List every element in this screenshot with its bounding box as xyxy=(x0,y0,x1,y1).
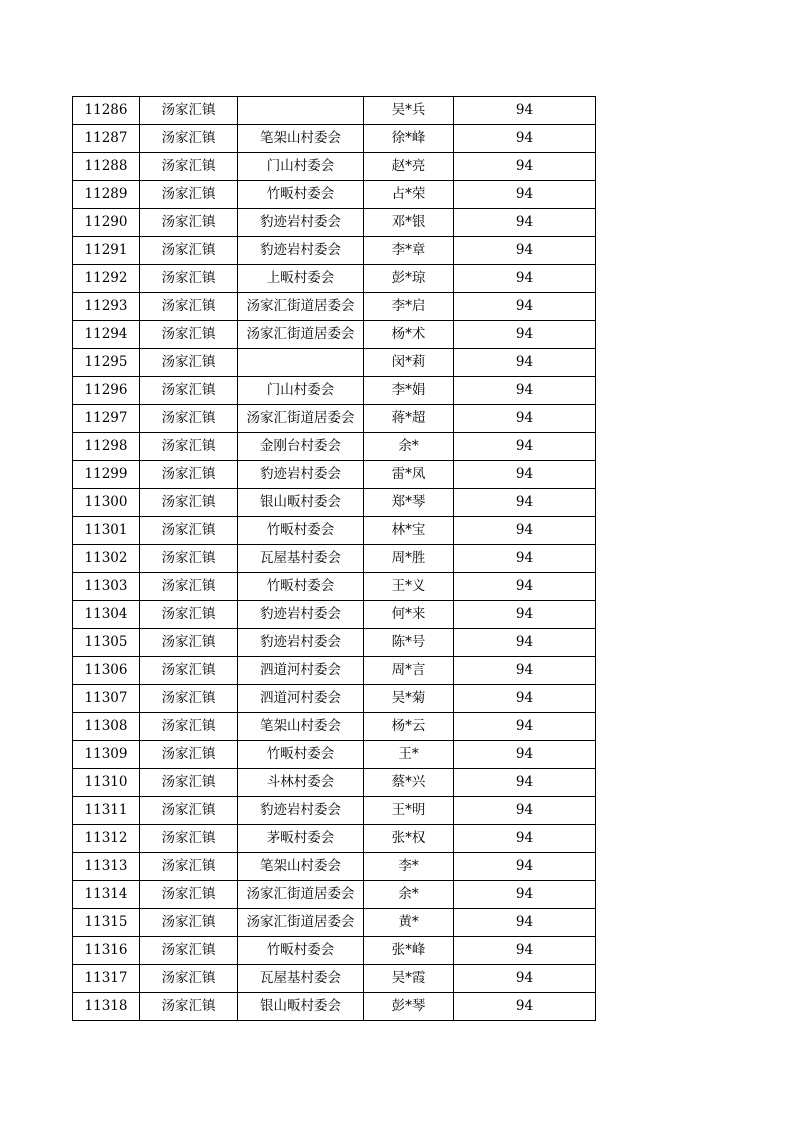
score-cell: 94 xyxy=(454,909,596,937)
town-cell: 汤家汇镇 xyxy=(140,965,238,993)
committee-cell: 竹畈村委会 xyxy=(238,181,364,209)
name-cell: 李*娟 xyxy=(364,377,454,405)
score-cell: 94 xyxy=(454,489,596,517)
row-number-cell: 11295 xyxy=(73,349,140,377)
score-cell: 94 xyxy=(454,853,596,881)
name-cell: 郑*琴 xyxy=(364,489,454,517)
table-row xyxy=(73,741,596,769)
name-cell: 蒋*超 xyxy=(364,405,454,433)
committee-cell: 竹畈村委会 xyxy=(238,517,364,545)
committee-cell: 泗道河村委会 xyxy=(238,657,364,685)
row-number-cell: 11298 xyxy=(73,433,140,461)
committee-cell: 斗林村委会 xyxy=(238,769,364,797)
name-cell: 陈*号 xyxy=(364,629,454,657)
row-number-cell: 11300 xyxy=(73,489,140,517)
committee-cell: 笔架山村委会 xyxy=(238,713,364,741)
name-cell: 何*来 xyxy=(364,601,454,629)
committee-cell: 豹迹岩村委会 xyxy=(238,209,364,237)
town-cell: 汤家汇镇 xyxy=(140,573,238,601)
row-number-cell: 11286 xyxy=(73,97,140,125)
table-row xyxy=(73,293,596,321)
name-cell: 余* xyxy=(364,881,454,909)
score-cell: 94 xyxy=(454,741,596,769)
name-cell: 邓*银 xyxy=(364,209,454,237)
committee-cell: 竹畈村委会 xyxy=(238,573,364,601)
score-cell: 94 xyxy=(454,265,596,293)
name-cell: 杨*术 xyxy=(364,321,454,349)
table-row xyxy=(73,237,596,265)
table-row xyxy=(73,209,596,237)
row-number-cell: 11309 xyxy=(73,741,140,769)
committee-cell xyxy=(238,97,364,125)
committee-cell: 金刚台村委会 xyxy=(238,433,364,461)
score-cell: 94 xyxy=(454,321,596,349)
table-row xyxy=(73,685,596,713)
score-cell: 94 xyxy=(454,377,596,405)
score-cell: 94 xyxy=(454,881,596,909)
row-number-cell: 11310 xyxy=(73,769,140,797)
row-number-cell: 11296 xyxy=(73,377,140,405)
name-cell: 余* xyxy=(364,433,454,461)
score-cell: 94 xyxy=(454,461,596,489)
town-cell: 汤家汇镇 xyxy=(140,377,238,405)
score-cell: 94 xyxy=(454,657,596,685)
table-row xyxy=(73,489,596,517)
score-cell: 94 xyxy=(454,713,596,741)
committee-cell: 泗道河村委会 xyxy=(238,685,364,713)
committee-cell: 门山村委会 xyxy=(238,153,364,181)
town-cell: 汤家汇镇 xyxy=(140,265,238,293)
town-cell: 汤家汇镇 xyxy=(140,993,238,1021)
name-cell: 黄* xyxy=(364,909,454,937)
town-cell: 汤家汇镇 xyxy=(140,713,238,741)
name-cell: 闵*莉 xyxy=(364,349,454,377)
town-cell: 汤家汇镇 xyxy=(140,601,238,629)
row-number-cell: 11307 xyxy=(73,685,140,713)
committee-cell: 汤家汇街道居委会 xyxy=(238,909,364,937)
table-row xyxy=(73,769,596,797)
name-cell: 占*荣 xyxy=(364,181,454,209)
committee-cell: 银山畈村委会 xyxy=(238,993,364,1021)
table-row xyxy=(73,825,596,853)
row-number-cell: 11304 xyxy=(73,601,140,629)
town-cell: 汤家汇镇 xyxy=(140,153,238,181)
committee-cell: 汤家汇街道居委会 xyxy=(238,881,364,909)
table-row xyxy=(73,349,596,377)
committee-cell: 豹迹岩村委会 xyxy=(238,601,364,629)
committee-cell: 银山畈村委会 xyxy=(238,489,364,517)
row-number-cell: 11302 xyxy=(73,545,140,573)
table-row xyxy=(73,629,596,657)
table-row xyxy=(73,517,596,545)
score-cell: 94 xyxy=(454,153,596,181)
table-row xyxy=(73,265,596,293)
name-cell: 王*明 xyxy=(364,797,454,825)
name-cell: 彭*琼 xyxy=(364,265,454,293)
score-cell: 94 xyxy=(454,629,596,657)
score-cell: 94 xyxy=(454,685,596,713)
name-cell: 李*启 xyxy=(364,293,454,321)
name-cell: 王*义 xyxy=(364,573,454,601)
town-cell: 汤家汇镇 xyxy=(140,405,238,433)
table-row xyxy=(73,965,596,993)
row-number-cell: 11291 xyxy=(73,237,140,265)
town-cell: 汤家汇镇 xyxy=(140,349,238,377)
table-row xyxy=(73,853,596,881)
table-row xyxy=(73,657,596,685)
name-cell: 赵*亮 xyxy=(364,153,454,181)
table-row xyxy=(73,601,596,629)
row-number-cell: 11318 xyxy=(73,993,140,1021)
score-cell: 94 xyxy=(454,181,596,209)
name-cell: 周*言 xyxy=(364,657,454,685)
name-cell: 杨*云 xyxy=(364,713,454,741)
row-number-cell: 11305 xyxy=(73,629,140,657)
score-cell: 94 xyxy=(454,601,596,629)
name-cell: 雷*凤 xyxy=(364,461,454,489)
name-cell: 彭*琴 xyxy=(364,993,454,1021)
committee-cell: 豹迹岩村委会 xyxy=(238,461,364,489)
town-cell: 汤家汇镇 xyxy=(140,853,238,881)
name-cell: 周*胜 xyxy=(364,545,454,573)
committee-cell: 竹畈村委会 xyxy=(238,741,364,769)
town-cell: 汤家汇镇 xyxy=(140,685,238,713)
row-number-cell: 11297 xyxy=(73,405,140,433)
score-cell: 94 xyxy=(454,405,596,433)
town-cell: 汤家汇镇 xyxy=(140,825,238,853)
score-cell: 94 xyxy=(454,349,596,377)
name-cell: 张*峰 xyxy=(364,937,454,965)
town-cell: 汤家汇镇 xyxy=(140,629,238,657)
row-number-cell: 11312 xyxy=(73,825,140,853)
town-cell: 汤家汇镇 xyxy=(140,209,238,237)
town-cell: 汤家汇镇 xyxy=(140,881,238,909)
row-number-cell: 11301 xyxy=(73,517,140,545)
row-number-cell: 11299 xyxy=(73,461,140,489)
table-row xyxy=(73,97,596,125)
name-cell: 李*章 xyxy=(364,237,454,265)
committee-cell: 门山村委会 xyxy=(238,377,364,405)
town-cell: 汤家汇镇 xyxy=(140,545,238,573)
committee-cell xyxy=(238,349,364,377)
table-row xyxy=(73,461,596,489)
town-cell: 汤家汇镇 xyxy=(140,937,238,965)
name-cell: 李* xyxy=(364,853,454,881)
committee-cell: 瓦屋基村委会 xyxy=(238,545,364,573)
name-cell: 吴*菊 xyxy=(364,685,454,713)
row-number-cell: 11314 xyxy=(73,881,140,909)
committee-cell: 竹畈村委会 xyxy=(238,937,364,965)
score-cell: 94 xyxy=(454,573,596,601)
committee-cell: 上畈村委会 xyxy=(238,265,364,293)
row-number-cell: 11317 xyxy=(73,965,140,993)
score-cell: 94 xyxy=(454,293,596,321)
table-body xyxy=(73,97,596,1021)
row-number-cell: 11290 xyxy=(73,209,140,237)
score-cell: 94 xyxy=(454,517,596,545)
row-number-cell: 11287 xyxy=(73,125,140,153)
score-cell: 94 xyxy=(454,433,596,461)
score-cell: 94 xyxy=(454,825,596,853)
table-row xyxy=(73,881,596,909)
town-cell: 汤家汇镇 xyxy=(140,97,238,125)
town-cell: 汤家汇镇 xyxy=(140,433,238,461)
table-row xyxy=(73,321,596,349)
table-row xyxy=(73,937,596,965)
table-row xyxy=(73,377,596,405)
table-row xyxy=(73,909,596,937)
committee-cell: 豹迹岩村委会 xyxy=(238,629,364,657)
table-row xyxy=(73,713,596,741)
score-cell: 94 xyxy=(454,965,596,993)
committee-cell: 汤家汇街道居委会 xyxy=(238,405,364,433)
table-row xyxy=(73,545,596,573)
town-cell: 汤家汇镇 xyxy=(140,293,238,321)
town-cell: 汤家汇镇 xyxy=(140,741,238,769)
row-number-cell: 11294 xyxy=(73,321,140,349)
row-number-cell: 11313 xyxy=(73,853,140,881)
committee-cell: 汤家汇街道居委会 xyxy=(238,293,364,321)
town-cell: 汤家汇镇 xyxy=(140,657,238,685)
name-cell: 吴*兵 xyxy=(364,97,454,125)
town-cell: 汤家汇镇 xyxy=(140,489,238,517)
table-row xyxy=(73,993,596,1021)
name-cell: 王* xyxy=(364,741,454,769)
town-cell: 汤家汇镇 xyxy=(140,125,238,153)
score-cell: 94 xyxy=(454,209,596,237)
table-row xyxy=(73,797,596,825)
row-number-cell: 11316 xyxy=(73,937,140,965)
town-cell: 汤家汇镇 xyxy=(140,769,238,797)
table-row xyxy=(73,573,596,601)
row-number-cell: 11289 xyxy=(73,181,140,209)
score-cell: 94 xyxy=(454,97,596,125)
name-cell: 吴*霞 xyxy=(364,965,454,993)
row-number-cell: 11308 xyxy=(73,713,140,741)
row-number-cell: 11292 xyxy=(73,265,140,293)
score-cell: 94 xyxy=(454,769,596,797)
committee-cell: 豹迹岩村委会 xyxy=(238,797,364,825)
row-number-cell: 11288 xyxy=(73,153,140,181)
score-cell: 94 xyxy=(454,545,596,573)
score-cell: 94 xyxy=(454,125,596,153)
data-table xyxy=(72,96,596,1021)
row-number-cell: 11315 xyxy=(73,909,140,937)
committee-cell: 瓦屋基村委会 xyxy=(238,965,364,993)
town-cell: 汤家汇镇 xyxy=(140,237,238,265)
table-row xyxy=(73,125,596,153)
score-cell: 94 xyxy=(454,797,596,825)
town-cell: 汤家汇镇 xyxy=(140,909,238,937)
name-cell: 徐*峰 xyxy=(364,125,454,153)
town-cell: 汤家汇镇 xyxy=(140,461,238,489)
town-cell: 汤家汇镇 xyxy=(140,517,238,545)
town-cell: 汤家汇镇 xyxy=(140,321,238,349)
score-cell: 94 xyxy=(454,993,596,1021)
committee-cell: 汤家汇街道居委会 xyxy=(238,321,364,349)
score-cell: 94 xyxy=(454,237,596,265)
town-cell: 汤家汇镇 xyxy=(140,797,238,825)
row-number-cell: 11293 xyxy=(73,293,140,321)
table-row xyxy=(73,181,596,209)
table-row xyxy=(73,153,596,181)
row-number-cell: 11311 xyxy=(73,797,140,825)
committee-cell: 笔架山村委会 xyxy=(238,853,364,881)
town-cell: 汤家汇镇 xyxy=(140,181,238,209)
score-cell: 94 xyxy=(454,937,596,965)
committee-cell: 笔架山村委会 xyxy=(238,125,364,153)
committee-cell: 茅畈村委会 xyxy=(238,825,364,853)
name-cell: 林*宝 xyxy=(364,517,454,545)
row-number-cell: 11306 xyxy=(73,657,140,685)
table-row xyxy=(73,433,596,461)
name-cell: 张*权 xyxy=(364,825,454,853)
committee-cell: 豹迹岩村委会 xyxy=(238,237,364,265)
row-number-cell: 11303 xyxy=(73,573,140,601)
table-row xyxy=(73,405,596,433)
name-cell: 蔡*兴 xyxy=(364,769,454,797)
